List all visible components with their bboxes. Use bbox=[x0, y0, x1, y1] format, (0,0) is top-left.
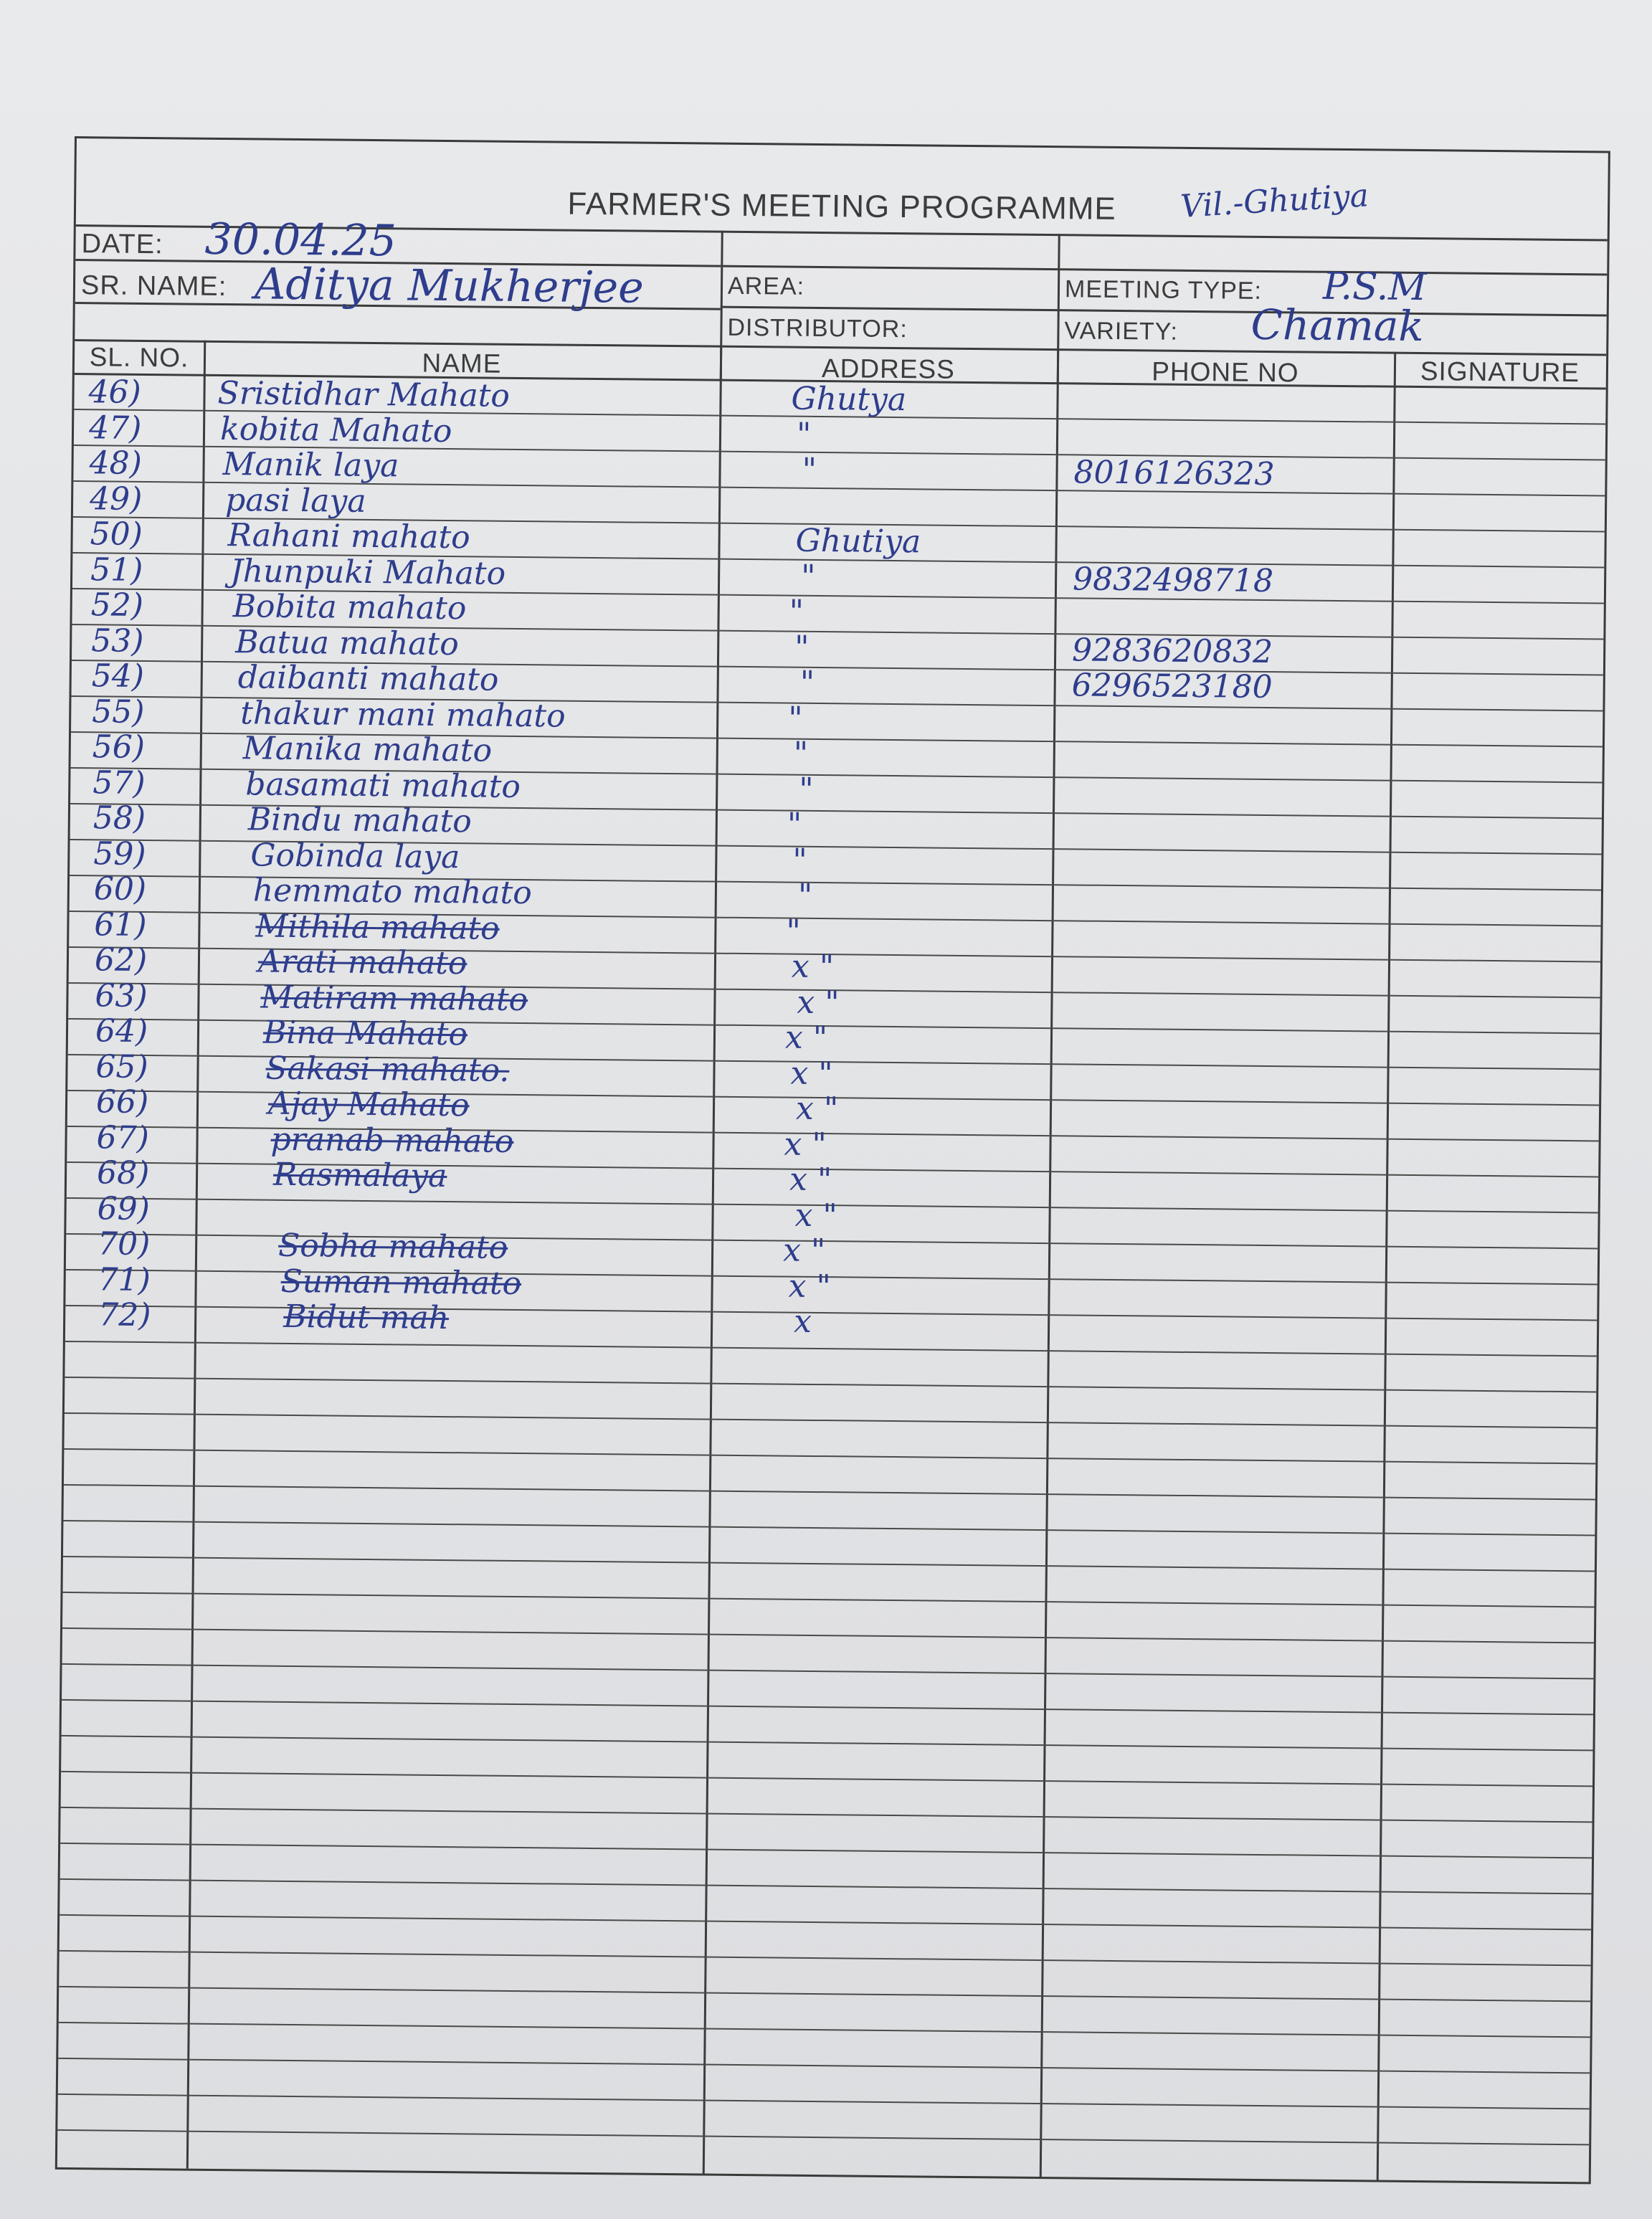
ruled-line bbox=[60, 1950, 1591, 1967]
row-sl-no: 72) bbox=[98, 1296, 151, 1334]
row-address: x bbox=[793, 1303, 812, 1340]
row-sl-no: 68) bbox=[96, 1154, 150, 1192]
ruled-line bbox=[65, 1377, 1596, 1393]
header-note: Vil.-Ghutiya bbox=[1179, 177, 1370, 225]
sr-name-value: Aditya Mukherjee bbox=[254, 259, 645, 313]
row-sl-no: 71) bbox=[98, 1260, 151, 1298]
row-name: daibanti mahato bbox=[237, 659, 499, 698]
row-address: x " bbox=[782, 1232, 826, 1270]
row-name: Arati mahato bbox=[257, 943, 467, 982]
row-sl-no: 50) bbox=[90, 515, 143, 553]
row-sl-no: 52) bbox=[90, 586, 144, 624]
row-sl-no: 53) bbox=[91, 622, 144, 660]
row-name: Rahani mahato bbox=[227, 517, 470, 556]
row-sl-no: 66) bbox=[95, 1083, 149, 1121]
row-name: basamati mahato bbox=[245, 765, 521, 805]
row-sl-no: 58) bbox=[92, 799, 146, 837]
ruled-line bbox=[62, 1592, 1594, 1608]
row-name: thakur mani mahato bbox=[240, 694, 566, 735]
meeting-type-value: P.S.M bbox=[1322, 265, 1427, 310]
row-phone: 8016126323 bbox=[1073, 454, 1275, 493]
column-signature: SIGNATURE bbox=[1420, 356, 1580, 388]
row-sl-no: 46) bbox=[88, 374, 141, 411]
ruled-line bbox=[60, 1843, 1592, 1859]
form-title: FARMER'S MEETING PROGRAMME bbox=[567, 186, 1117, 227]
ruled-line bbox=[59, 2022, 1590, 2038]
row-name: Matiram mahato bbox=[260, 979, 528, 1018]
variety-label: VARIETY: bbox=[1064, 317, 1179, 346]
column-sl-no: SL. NO. bbox=[89, 342, 189, 373]
row-sl-no: 54) bbox=[91, 657, 145, 695]
row-sl-no: 63) bbox=[95, 977, 148, 1015]
row-address: " bbox=[786, 913, 801, 950]
row-address: " bbox=[800, 558, 816, 595]
row-sl-no: 49) bbox=[89, 480, 143, 518]
row-phone: 6296523180 bbox=[1071, 667, 1273, 706]
area-line bbox=[721, 265, 1607, 276]
row-address: x " bbox=[791, 948, 835, 986]
ruled-line bbox=[62, 1628, 1594, 1644]
col-line-4 bbox=[1377, 352, 1396, 2180]
row-address: x " bbox=[784, 1019, 828, 1057]
row-sl-no: 59) bbox=[93, 835, 146, 873]
row-sl-no: 47) bbox=[88, 409, 142, 447]
row-address: Ghutya bbox=[791, 380, 907, 419]
row-address: x " bbox=[790, 1055, 833, 1092]
row-address: Ghutiya bbox=[795, 522, 921, 561]
row-name: hemmato mahato bbox=[252, 872, 533, 912]
ruled-line bbox=[65, 1412, 1596, 1429]
row-sl-no: 48) bbox=[89, 445, 143, 482]
ruled-line bbox=[60, 1878, 1592, 1895]
row-address: " bbox=[789, 593, 804, 630]
ruled-line bbox=[62, 1663, 1594, 1680]
ruled-line bbox=[64, 1448, 1595, 1465]
ruled-line bbox=[61, 1807, 1592, 1823]
row-address: x " bbox=[797, 984, 840, 1021]
row-sl-no: 61) bbox=[94, 906, 147, 944]
ruled-line bbox=[58, 2094, 1590, 2110]
row-name: Bobita mahato bbox=[232, 588, 467, 627]
row-sl-no: 60) bbox=[93, 870, 147, 908]
ruled-line bbox=[59, 1986, 1590, 2002]
ruled-line bbox=[62, 1735, 1593, 1752]
ruled-line bbox=[62, 1699, 1593, 1716]
row-sl-no: 56) bbox=[92, 728, 146, 766]
row-address: " bbox=[802, 451, 817, 488]
row-sl-no: 55) bbox=[92, 693, 145, 731]
row-name: Bina Mahato bbox=[262, 1014, 468, 1053]
row-address: x " bbox=[794, 1197, 837, 1234]
column-address: ADDRESS bbox=[821, 353, 956, 384]
row-name: Manik laya bbox=[222, 446, 399, 485]
row-name: Batua mahato bbox=[234, 623, 459, 662]
ruled-line bbox=[64, 1484, 1595, 1501]
row-address: " bbox=[797, 877, 813, 914]
col-line-2 bbox=[703, 346, 722, 2174]
ruled-line bbox=[65, 1341, 1597, 1357]
row-sl-no: 57) bbox=[92, 764, 146, 802]
row-address: x " bbox=[789, 1161, 832, 1199]
row-address: " bbox=[799, 664, 815, 701]
ruled-line bbox=[60, 1914, 1591, 1931]
column-phone: PHONE NO bbox=[1152, 356, 1299, 388]
row-name: Bindu mahato bbox=[247, 801, 473, 840]
row-phone: 9832498718 bbox=[1072, 560, 1274, 599]
row-phone: 9283620832 bbox=[1071, 631, 1273, 670]
row-name: Gobinda laya bbox=[250, 836, 460, 875]
column-name: NAME bbox=[422, 348, 502, 379]
sr-name-label: SR. NAME: bbox=[80, 270, 227, 303]
ruled-line bbox=[58, 2058, 1590, 2074]
meeting-type-label: MEETING TYPE: bbox=[1064, 275, 1263, 305]
row-sl-no: 65) bbox=[95, 1047, 148, 1085]
row-name: Ajay Mahato bbox=[267, 1085, 470, 1124]
row-name: Suman mahato bbox=[280, 1263, 522, 1302]
row-name: Jhunpuki Mahato bbox=[229, 552, 506, 592]
row-name: pranab mahato bbox=[270, 1121, 514, 1160]
row-address: " bbox=[792, 842, 807, 879]
row-address: " bbox=[794, 629, 810, 666]
row-name: pasi laya bbox=[224, 481, 366, 520]
meeting-form bbox=[55, 136, 1610, 2184]
row-name: Sristidhar Mahato bbox=[217, 374, 511, 414]
row-sl-no: 51) bbox=[90, 551, 143, 589]
row-name: Manika mahato bbox=[242, 730, 493, 769]
row-sl-no: 69) bbox=[97, 1189, 151, 1227]
ruled-lines bbox=[77, 138, 1608, 153]
ruled-line bbox=[57, 2129, 1589, 2146]
row-address: " bbox=[799, 771, 814, 808]
row-name: Bidut mah bbox=[283, 1298, 450, 1337]
row-address: x " bbox=[788, 1268, 831, 1305]
area-label: AREA: bbox=[727, 272, 805, 300]
col-line-3 bbox=[1040, 348, 1059, 2177]
row-address: " bbox=[788, 700, 803, 737]
ruled-line bbox=[61, 1771, 1592, 1787]
row-address: " bbox=[796, 416, 812, 453]
row-address: " bbox=[793, 735, 809, 772]
row-name: Mithila mahato bbox=[255, 907, 500, 947]
row-sl-no: 70) bbox=[97, 1225, 151, 1263]
row-sl-no: 67) bbox=[96, 1118, 149, 1156]
date-value: 30.04.25 bbox=[204, 214, 397, 267]
row-sl-no: 64) bbox=[95, 1012, 148, 1050]
variety-value: Chamak bbox=[1250, 300, 1424, 351]
ruled-line bbox=[63, 1520, 1595, 1536]
row-sl-no: 62) bbox=[94, 941, 148, 979]
row-address: x " bbox=[795, 1090, 839, 1128]
ruled-line bbox=[63, 1556, 1595, 1572]
date-label: DATE: bbox=[81, 229, 163, 260]
row-address: " bbox=[787, 806, 802, 843]
row-name: kobita Mahato bbox=[219, 410, 452, 450]
col-line-1 bbox=[186, 341, 206, 2169]
row-name: Sakasi mahato. bbox=[265, 1050, 510, 1089]
row-name: Sobha mahato bbox=[277, 1227, 508, 1266]
distributor-label: DISTRIBUTOR: bbox=[727, 313, 908, 343]
row-name: Rasmalaya bbox=[272, 1156, 447, 1195]
row-address: x " bbox=[784, 1126, 827, 1163]
